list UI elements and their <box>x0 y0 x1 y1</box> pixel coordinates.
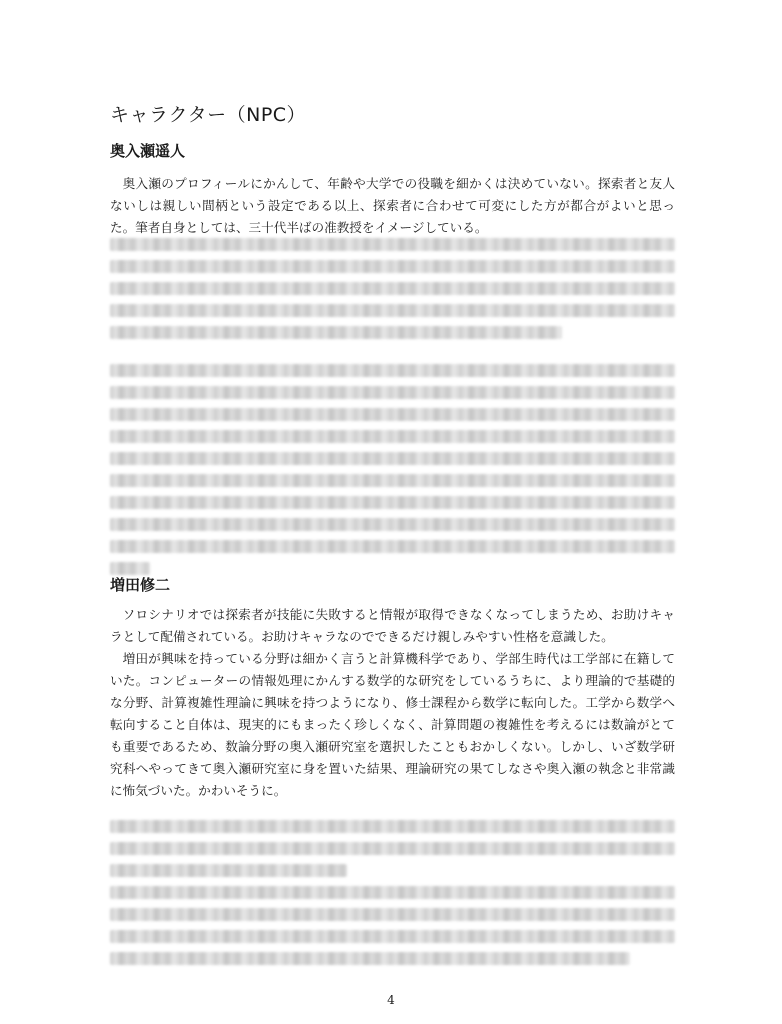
redacted-text-block-3 <box>110 820 675 974</box>
npc-name-masuda: 増田修二 <box>110 576 171 594</box>
npc2-paragraph-2: 増田が興味を持っている分野は細かく言うと計算機科学であり、学部生時代は工学部に在籍していた。コンピューターの情報処理にかんする数学的な研究をしているうちに、より理論的で基礎的な分野、計算複雑性理論に興味を持つようになり、修士課程から数学に転向した。工学から数学へ転向すること自体は、現実的にもまったく珍しくなく、計算問題の複雑性を考えるには数論がとても重要であるため、数論分野の奥入瀬研究室を選択したこともおかしくない。しかし、いざ数学研究科へやってきて奥入瀬研究室に身を置いた結果、理論研究の果てしなさや奥入瀬の執念と非常識に怖気づいた。かわいそうに。 <box>110 651 675 798</box>
npc1-paragraph-1: 奥入瀬のプロフィールにかんして、年齢や大学での役職を細かくは決めていない。探索者と友人ないしは親しい間柄という設定である以上、探索者に合わせて可変にした方が都合がよいと思った。筆者自身としては、三十代半ばの准教授をイメージしている。 <box>110 176 675 235</box>
page-number: 4 <box>387 993 395 1007</box>
npc2-paragraph-1: ソロシナリオでは探索者が技能に失敗すると情報が取得できなくなってしまうため、お助けキャラとして配備されている。お助けキャラなのでできるだけ親しみやすい性格を意識した。 <box>110 607 675 644</box>
redacted-text-block-2 <box>110 364 675 584</box>
redacted-text-block-1 <box>110 238 675 348</box>
section-title: キャラクター（NPC） <box>110 104 307 126</box>
npc-name-okirase: 奥入瀬遥人 <box>110 142 186 160</box>
